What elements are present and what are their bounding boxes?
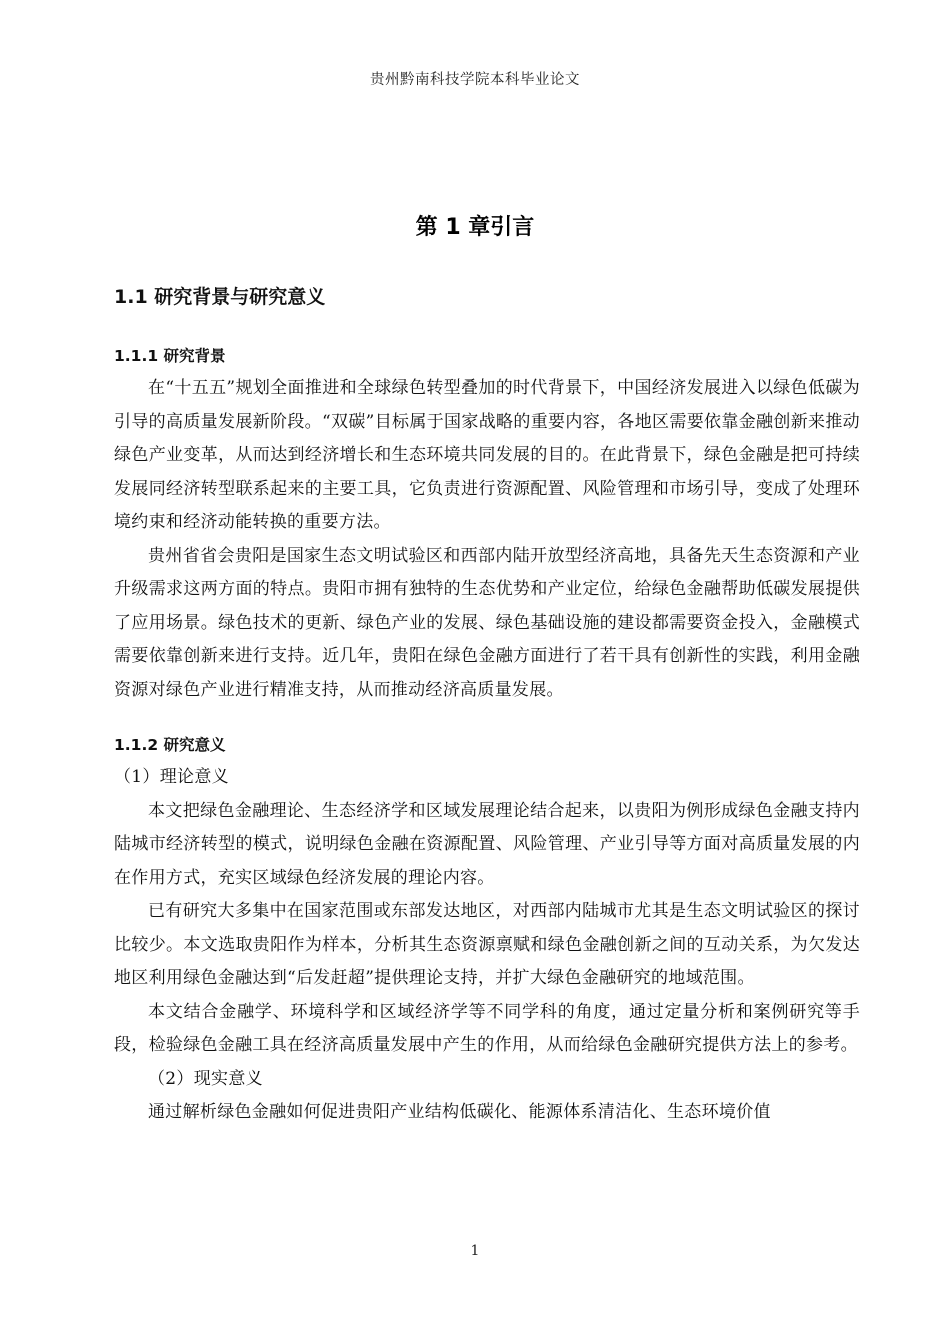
section-heading: 1.1 研究背景与研究意义	[114, 286, 326, 308]
body-content	[114, 280, 860, 1130]
chapter-title: 第 1 章引言	[415, 215, 535, 240]
subsection-heading-background: 1.1.1 研究背景	[114, 347, 226, 365]
paragraph: 本文把绿色金融理论、生态经济学和区域发展理论结合起来，以贵阳为例形成绿色金融支持内陆城市经济转型的模式，说明绿色金融在资源配置、风险管理、产业引导等方面对高质量发展的内在作用方式，充实区域绿色经济发展的理论内容。	[114, 800, 860, 888]
paragraph: 贵州省省会贵阳是国家生态文明试验区和西部内陆开放型经济高地，具备先天生态资源和产业升级需求这两方面的特点。贵阳市拥有独特的生态优势和产业定位，给绿色金融帮助低碳发展提供了应用场景。绿色技术的更新、绿色产业的发展、绿色基础设施的建设都需要资金投入，金融模式需要依靠创新来进行支持。近几年，贵阳在绿色金融方面进行了若干具有创新性的实践，利用金融资源对绿色产业进行精准支持，从而推动经济高质量发展。	[114, 545, 860, 700]
list-label-practice: （2）现实意义	[148, 1068, 263, 1089]
paragraph: 已有研究大多集中在国家范围或东部发达地区，对西部内陆城市尤其是生态文明试验区的探讨比较少。本文选取贵阳作为样本，分析其生态资源禀赋和绿色金融创新之间的互动关系，为欠发达地区利用绿色金融达到“后发赶超”提供理论支持，并扩大绿色金融研究的地域范围。	[114, 901, 860, 988]
paragraph: 本文结合金融学、环境科学和区域经济学等不同学科的角度，通过定量分析和案例研究等手段，检验绿色金融工具在经济高质量发展中产生的作用，从而给绿色金融研究提供方法上的参考。	[114, 1001, 860, 1055]
page-number: 1	[470, 1243, 480, 1259]
subsection-heading-significance: 1.1.2 研究意义	[114, 736, 226, 754]
running-header: 贵州黔南科技学院本科毕业论文	[370, 72, 580, 88]
paragraph: 通过解析绿色金融如何促进贵阳产业结构低碳化、能源体系清洁化、生态环境价值	[148, 1102, 771, 1122]
paragraph: 在“十五五”规划全面推进和全球绿色转型叠加的时代背景下，中国经济发展进入以绿色低碳为引导的高质量发展新阶段。“双碳”目标属于国家战略的重要内容，各地区需要依靠金融创新来推动绿色产业变革，从而达到经济增长和生态环境共同发展的目的。在此背景下，绿色金融是把可持续发展同经济转型联系起来的主要工具，它负责进行资源配置、风险管理和市场引导，变成了处理环境约束和经济动能转换的重要方法。	[114, 378, 860, 532]
list-label-theory: （1）理论意义	[114, 767, 229, 787]
